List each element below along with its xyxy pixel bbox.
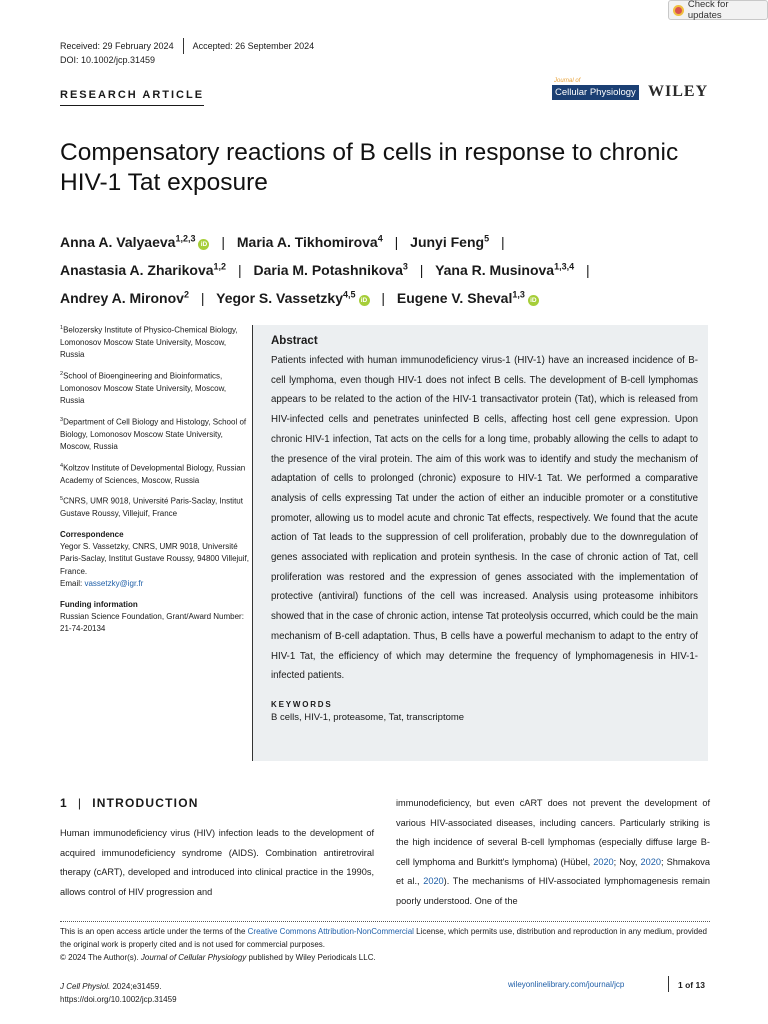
author-line: [60, 282, 720, 310]
funding-heading: Funding information: [60, 599, 138, 609]
separator: |: [586, 261, 590, 278]
author[interactable]: Maria A. Tikhomirova$^4$: [236, 233, 383, 250]
separator: |: [237, 261, 242, 278]
check-for-updates-label: Check for updates: [687, 0, 729, 21]
abstract-box: [252, 325, 708, 761]
journal-logo-small-text: Journal of: [554, 78, 581, 84]
divider: [668, 976, 669, 992]
separator: |: [500, 233, 505, 250]
publisher-logo: WILEY: [648, 83, 709, 100]
author[interactable]: Yana R. Musinova$^{1,3,4}$: [435, 261, 575, 278]
journal-logo: [552, 78, 644, 104]
divider: [183, 38, 184, 54]
orcid-icon[interactable]: iD: [198, 239, 209, 250]
section-heading: [60, 796, 199, 810]
separator: |: [221, 233, 225, 250]
section-title: INTRODUCTION: [92, 796, 199, 810]
citation-link[interactable]: 2020: [423, 876, 444, 887]
license-notice: This is an open access article under the terms of the Creative Commons Attribution-NonCommercial License, which permits use, distribution and reproduction in any medium, provided the original work is properly cited and is not used for commercial purposes. © 2024 The Author(s). Journal of Cellular Physiology published by Wiley Periodicals LLC.: [60, 927, 707, 962]
affiliation-column: [60, 322, 250, 640]
affiliation: $^5$CNRS, UMR 9018, Université Paris-Saclay, Institut Gustave Roussy, Villejuif, France: [60, 496, 243, 519]
email-label: Email:: [60, 579, 83, 589]
footer-doi-url[interactable]: https://doi.org/10.1002/jcp.31459: [60, 995, 177, 1004]
intro-paragraph-right: immunodeficiency, but even cART does not prevent the development of various HIV-associated diseases, including cancers. Particularly striking is the high incidence of several B-cell lymphomas (especially diffuse large B-cell lymphoma and Burkitt's lymphoma) (Hübel, 2020; Noy, 2020; Shmakova et al., 2020). The mechanisms of HIV-associated lymphomagenesis remain poorly understood. One of the: [396, 798, 710, 906]
author[interactable]: Daria M. Potashnikova$^3$: [253, 261, 408, 278]
separator: |: [381, 289, 386, 306]
author-list: [60, 226, 720, 310]
author[interactable]: Yegor S. Vassetzky$^{4,5}$: [216, 289, 356, 306]
author-line: [60, 226, 720, 254]
footer-citation: J Cell Physiol. 2024;e31459. https://doi.org/10.1002/jcp.31459: [60, 982, 177, 1004]
section-number: 1: [60, 796, 68, 810]
author-line: [60, 254, 720, 282]
abstract-text: Patients infected with human immunodeficiency virus-1 (HIV-1) have an increased incidence of B-cell lymphoma, even though HIV-1 does not infect B cells. The development of B-cell lymphomas appears to be related to the action of the HIV-1 transactivator protein (Tat), which is released from HIV-infected cells and penetrates uninfected B cells, affecting host cell gene expression. Upon chronic HIV-1 infection, Tat acts on the cells for a long time, probably allowing the cells to adapt to the presence of the viral protein. The aim of this work was to identify and study the mechanism of adaptation of cells to prolonged (chronic) exposure to HIV-1 Tat. We performed a comparative analysis of cells expressing Tat under the action of either an inducible promoter or a constitutive promoter, allowing us to model acute and chronic Tat effects, respectively. We found that the acute action of Tat leads to the suppression of cell proliferation, probably due to the downregulation of genes associated with replication and protein synthesis. In the case of chronic action of Tat, cell proliferation was restored and the expression of genes associated with the implementation of protective (antiviral) functions of the cell was increased. Analysis using proteasome inhibitors showed that in the case of chronic action, intense Tat proteolysis occurred, which could be the main mechanism of B-cell adaptation. Thus, B cells have a powerful mechanism to adapt to the entry of HIV-1 Tat, the efficiency of which may determine the frequency of lymphomagenesis in HIV-1-infected patients.: [271, 355, 698, 682]
author[interactable]: Junyi Feng$^5$: [410, 233, 490, 250]
keywords-heading: KEYWORDS: [271, 699, 333, 709]
received-date: Received: 29 February 2024: [60, 41, 174, 51]
email-link[interactable]: vassetzky@igr.fr: [84, 579, 144, 589]
affiliation: $^1$Belozersky Institute of Physico-Chemical Biology, Lomonosov Moscow State University, Moscow, Russia: [60, 325, 238, 360]
doi: DOI: 10.1002/jcp.31459: [60, 55, 156, 65]
journal-site-link[interactable]: wileyonlinelibrary.com/journal/jcp: [508, 980, 625, 989]
article-type: RESEARCH ARTICLE: [60, 89, 204, 106]
citation-link[interactable]: 2020: [640, 856, 661, 867]
affiliation: $^4$Koltzov Institute of Developmental Biology, Russian Academy of Sciences, Moscow, Russia: [60, 462, 246, 485]
affiliation: $^2$School of Bioengineering and Bioinformatics, Lomonosov Moscow State University, Moscow, Russia: [60, 370, 227, 406]
correspondence-heading: Correspondence: [60, 529, 124, 539]
affiliation: $^3$Department of Cell Biology and Histology, School of Biology, Lomonosov Moscow State University, Moscow, Russia: [60, 416, 247, 452]
author[interactable]: Anna A. Valyaeva$^{1,2,3}$: [60, 233, 196, 250]
orcid-icon[interactable]: iD: [359, 295, 370, 306]
abstract-heading: Abstract: [271, 335, 318, 347]
page-number: 1 of 13: [678, 980, 705, 990]
article-dates: [60, 38, 314, 54]
keywords-text: B cells, HIV-1, proteasome, Tat, transcriptome: [271, 711, 465, 723]
journal-logo-main-text: Cellular Physiology: [552, 85, 639, 100]
author[interactable]: Eugene V. Sheval$^{1,3}$: [396, 289, 525, 306]
accepted-date: Accepted: 26 September 2024: [192, 41, 315, 51]
footnote-divider: [60, 921, 710, 922]
separator: |: [77, 796, 83, 810]
check-for-updates-button[interactable]: [668, 0, 768, 20]
article-title: Compensatory reactions of B cells in response to chronic HIV-1 Tat exposure: [60, 139, 679, 196]
funding-text: Russian Science Foundation, Grant/Award Number: 21-74-20134: [60, 612, 244, 634]
correspondence-text: Yegor S. Vassetzky, CNRS, UMR 9018, Université Paris-Saclay, Institut Gustave Roussy, 94800 Villejuif, France. Email: vassetzky@igr.fr: [60, 541, 249, 589]
separator: |: [419, 261, 424, 278]
license-link[interactable]: Creative Commons Attribution-NonCommercial: [247, 927, 414, 936]
journal-name: Journal of Cellular Physiology: [140, 952, 247, 962]
author[interactable]: Anastasia A. Zharikova$^{1,2}$: [60, 261, 227, 278]
citation-link[interactable]: 2020: [593, 856, 614, 867]
orcid-icon[interactable]: iD: [528, 295, 539, 306]
author[interactable]: Andrey A. Mironov$^2$: [60, 289, 189, 306]
separator: |: [394, 233, 399, 250]
separator: |: [200, 289, 205, 306]
intro-paragraph-left: Human immunodeficiency virus (HIV) infection leads to the development of acquired immunodeficiency syndrome (AIDS). Combination antiretroviral therapy (cART), developed and introduced into clinical practice in the 1990s, allows control of HIV progression and: [60, 828, 374, 897]
crossmark-icon: [673, 5, 684, 16]
